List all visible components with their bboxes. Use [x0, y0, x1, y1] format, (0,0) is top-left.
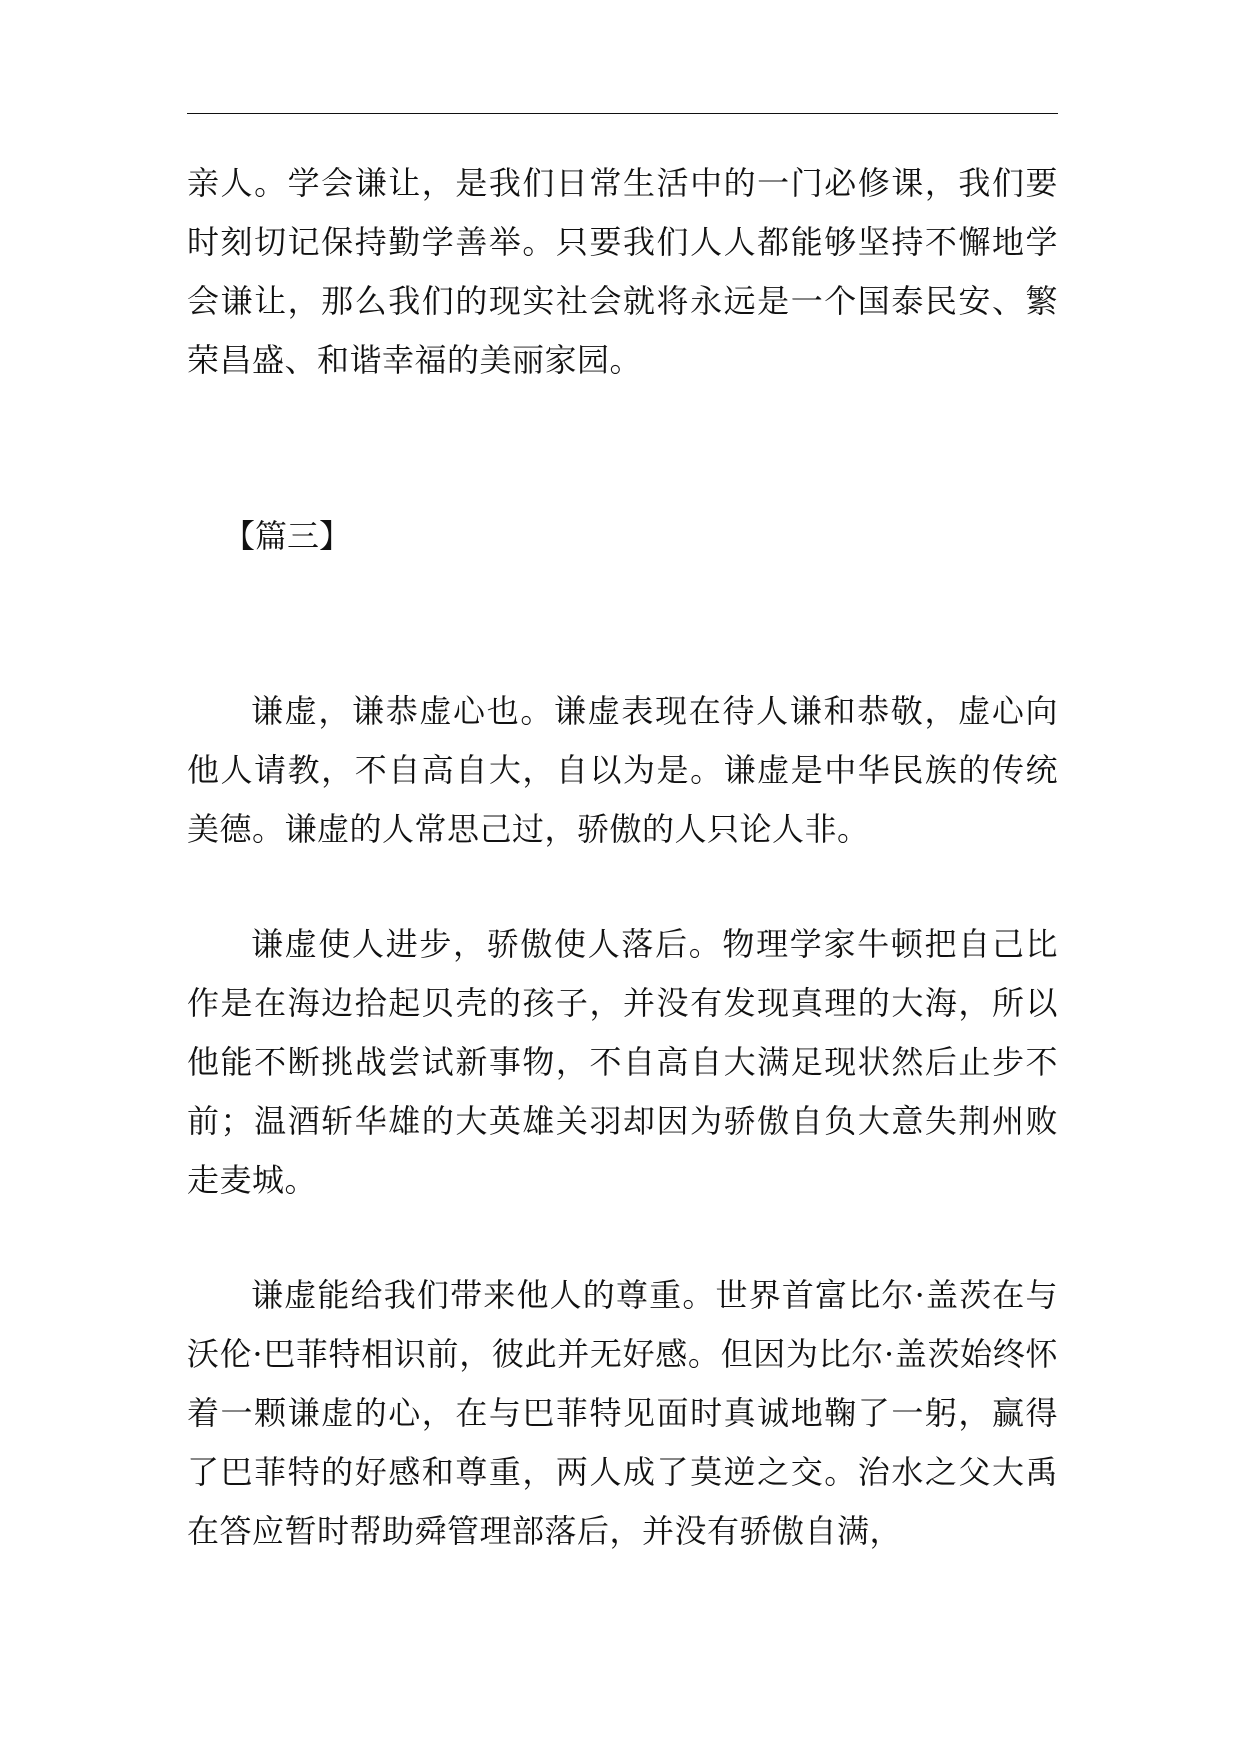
paragraph-1: 谦虚，谦恭虚心也。谦虚表现在待人谦和恭敬，虚心向他人请教，不自高自大，自以为是。谦虚是中华民族的传统美德。谦虚的人常思己过，骄傲的人只论人非。	[187, 692, 1058, 848]
section-heading-wrap	[187, 507, 351, 566]
page-content	[187, 154, 1058, 390]
paragraph-3: 谦虚能给我们带来他人的尊重。世界首富比尔·盖茨在与沃伦·巴菲特相识前，彼此并无好感。但因为比尔·盖茨始终怀着一颗谦虚的心，在与巴菲特见面时真诚地鞠了一躬，赢得了巴菲特的好感和尊重，两人成了莫逆之交。治水之父大禹在答应暂时帮助舜管理部落后，并没有骄傲自满，	[187, 1276, 1058, 1550]
paragraph-2: 谦虚使人进步，骄傲使人落后。物理学家牛顿把自己比作是在海边拾起贝壳的孩子，并没有发现真理的大海，所以他能不断挑战尝试新事物，不自高自大满足现状然后止步不前；温酒斩华雄的大英雄关羽却因为骄傲自负大意失荆州败走麦城。	[187, 925, 1058, 1199]
header-rule	[187, 113, 1058, 114]
section-heading: 【篇三】	[223, 517, 352, 555]
section-body	[187, 682, 1058, 1561]
continued-paragraph: 亲人。学会谦让，是我们日常生活中的一门必修课，我们要时刻切记保持勤学善举。只要我们人人都能够坚持不懈地学会谦让，那么我们的现实社会就将永远是一个国泰民安、繁荣昌盛、和谐幸福的美丽家园。	[187, 164, 1058, 379]
